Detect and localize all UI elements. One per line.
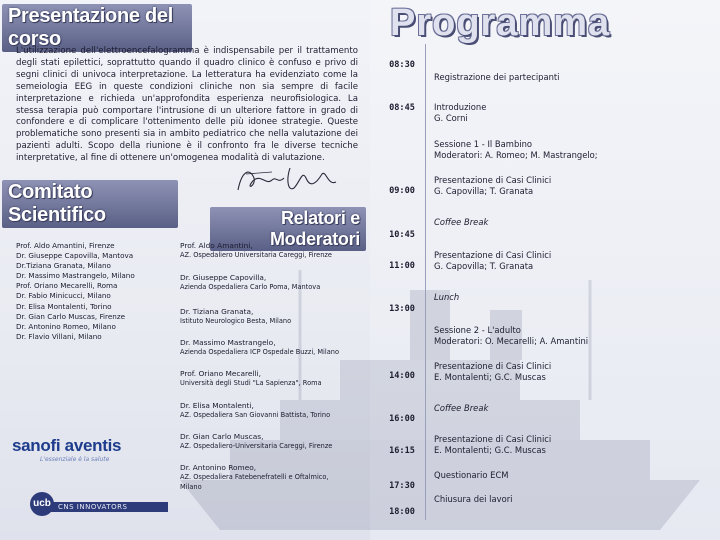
relatore-affiliation: Istituto Neurologico Besta, Milano <box>180 316 292 325</box>
list-item: Dr. Elisa Montalenti, Torino <box>16 301 112 311</box>
event-title: Presentazione di Casi Clinici <box>434 361 552 371</box>
time-slot: 13:00 <box>389 304 415 314</box>
list-item <box>180 463 329 492</box>
list-item: Dr. Antonino Romeo, Milano <box>16 321 116 331</box>
event-title: Registrazione dei partecipanti <box>434 72 560 82</box>
relatore-name: Dr. Antonino Romeo, <box>180 463 257 472</box>
relatore-name: Dr. Elisa Montalenti, <box>180 401 254 410</box>
list-item <box>180 369 322 389</box>
sanofi-logo-text: sanofi aventis <box>12 436 122 455</box>
time-slot: 14:00 <box>389 371 415 381</box>
list-item: Dr. Massimo Mastrangelo, Milano <box>16 271 135 281</box>
programma-heading: Programma <box>390 2 611 44</box>
event-speakers: G. Corni <box>434 112 468 123</box>
list-item <box>180 338 339 358</box>
time-slot: 17:30 <box>389 481 415 491</box>
list-item <box>180 273 320 293</box>
comitato-heading: Comitato Scientifico <box>2 180 178 228</box>
time-slot: 16:00 <box>389 414 415 424</box>
programma-event <box>434 217 716 228</box>
event-speakers: E. Montalenti; G.C. Muscas <box>434 371 546 382</box>
programma-event <box>434 102 716 123</box>
relatore-name: Prof. Aldo Amantini, <box>180 241 253 250</box>
programma-event <box>434 72 716 83</box>
time-slot: 11:00 <box>389 261 415 271</box>
relatore-affiliation-city: Milano <box>180 482 202 491</box>
relatore-name: Dr. Massimo Mastrangelo, <box>180 338 276 347</box>
event-title: Coffee Break <box>434 217 489 227</box>
relatore-affiliation: AZ. Ospedaliera San Giovanni Battista, Torino <box>180 410 331 419</box>
relatore-name: Prof. Oriano Mecarelli, <box>180 369 261 378</box>
relatori-heading: Relatori e Moderatori <box>210 207 366 251</box>
time-slot: 18:00 <box>389 507 415 517</box>
event-title: Presentazione di Casi Clinici <box>434 250 552 260</box>
programma-event <box>434 325 716 346</box>
comitato-list <box>16 241 135 342</box>
event-title: Lunch <box>434 292 460 302</box>
sanofi-aventis-logo <box>12 436 122 472</box>
relatore-name: Dr. Gian Carlo Muscas, <box>180 432 264 441</box>
ucb-logo-text: CNS INNOVATORS <box>58 503 128 511</box>
time-slot: 09:00 <box>389 186 415 196</box>
programma-event <box>434 403 716 414</box>
list-item: Dr. Gian Carlo Muscas, Firenze <box>16 311 126 321</box>
sanofi-tagline: L'essenziale è la salute <box>40 456 110 463</box>
presentazione-heading: Presentazione del corso <box>2 4 192 52</box>
programma-event <box>434 434 716 455</box>
event-title: Presentazione di Casi Clinici <box>434 175 552 185</box>
relatore-affiliation: Azienda Ospedaliera Carlo Poma, Mantova <box>180 282 321 291</box>
programma-event <box>434 250 716 271</box>
relatore-name: Dr. Giuseppe Capovilla, <box>180 273 267 282</box>
relatore-affiliation: Università degli Studi "La Sapienza", Roma <box>180 378 322 387</box>
list-item: Prof. Oriano Mecarelli, Roma <box>16 281 118 291</box>
programma-event <box>434 361 716 382</box>
list-item <box>180 241 332 261</box>
event-title: Coffee Break <box>434 403 489 413</box>
event-title: Sessione 2 - L'adulto <box>434 325 521 335</box>
programma-divider <box>425 44 426 520</box>
event-title: Questionario ECM <box>434 470 509 480</box>
relatore-name: Dr. Tiziana Granata, <box>180 307 254 316</box>
list-item: Dr. Flavio Villani, Milano <box>16 331 102 341</box>
list-item: Dr. Giuseppe Capovilla, Mantova <box>16 251 134 261</box>
relatore-affiliation: Azienda Ospedaliera ICP Ospedale Buzzi, Milano <box>180 347 339 356</box>
time-slot: 10:45 <box>389 230 415 240</box>
time-slot: 08:30 <box>389 60 415 70</box>
relatore-affiliation: AZ. Ospedaliero-Universitaria Careggi, Firenze <box>180 441 333 450</box>
ucb-logo <box>30 492 170 518</box>
signature-image <box>232 160 342 200</box>
programma-event <box>434 494 716 505</box>
programma-event <box>434 292 716 303</box>
event-title: Sessione 1 - Il Bambino <box>434 139 533 149</box>
event-speakers: Moderatori: O. Mecarelli; A. Amantini <box>434 335 589 346</box>
list-item: Dr. Fabio Minicucci, Milano <box>16 291 111 301</box>
event-speakers: G. Capovilla; T. Granata <box>434 185 534 196</box>
intro-paragraph: L'utilizzazione dell'elettroencefalogramma è indispensabile per il trattamento degli stati epilettici, soprattutto quando il quadro clinico è confuso e privo di segni clinici di univoca interpretazione. La letteratura ha evidenziato come la semeiologia EEG in queste condizioni cliniche non sia sempre di facile interpretazione e richieda un'approfondita esperienza neurofisiologica. La stessa terapia può comportare l'intrusione di un ulteriore fattore in grado di confondere e di complicare l'ottenimento delle più idonee strategie. Queste problematiche sono presenti sia in ambito pediatrico che nella valutazione dei pazienti adulti. Scopo della riunione è il confronto fra le diverse tecniche interpretative, al fine di ottenere un'omogenea modalità di valutazione. <box>16 46 358 164</box>
relatore-affiliation: AZ. Ospedaliera Fatebenefratelli e Oftalmico, <box>180 472 329 481</box>
event-speakers: Moderatori: A. Romeo; M. Mastrangelo; <box>434 149 598 160</box>
event-title: Introduzione <box>434 102 487 112</box>
programma-event <box>434 175 716 196</box>
event-speakers: E. Montalenti; G.C. Muscas <box>434 444 546 455</box>
time-slot: 16:15 <box>389 446 415 456</box>
event-speakers: G. Capovilla; T. Granata <box>434 260 534 271</box>
time-slot: 08:45 <box>389 103 415 113</box>
list-item: Prof. Aldo Amantini, Firenze <box>16 241 115 250</box>
programma-event <box>434 139 716 160</box>
programma-event <box>434 470 716 481</box>
list-item <box>180 401 330 421</box>
ucb-logo-badge: ucb <box>30 492 54 516</box>
event-title: Presentazione di Casi Clinici <box>434 434 552 444</box>
event-title: Chiusura dei lavori <box>434 494 513 504</box>
list-item <box>180 307 291 327</box>
relatore-affiliation: AZ. Ospedaliero Universitaria Careggi, Firenze <box>180 250 332 259</box>
list-item: Dr.Tiziana Granata, Milano <box>16 261 111 271</box>
list-item <box>180 432 332 452</box>
